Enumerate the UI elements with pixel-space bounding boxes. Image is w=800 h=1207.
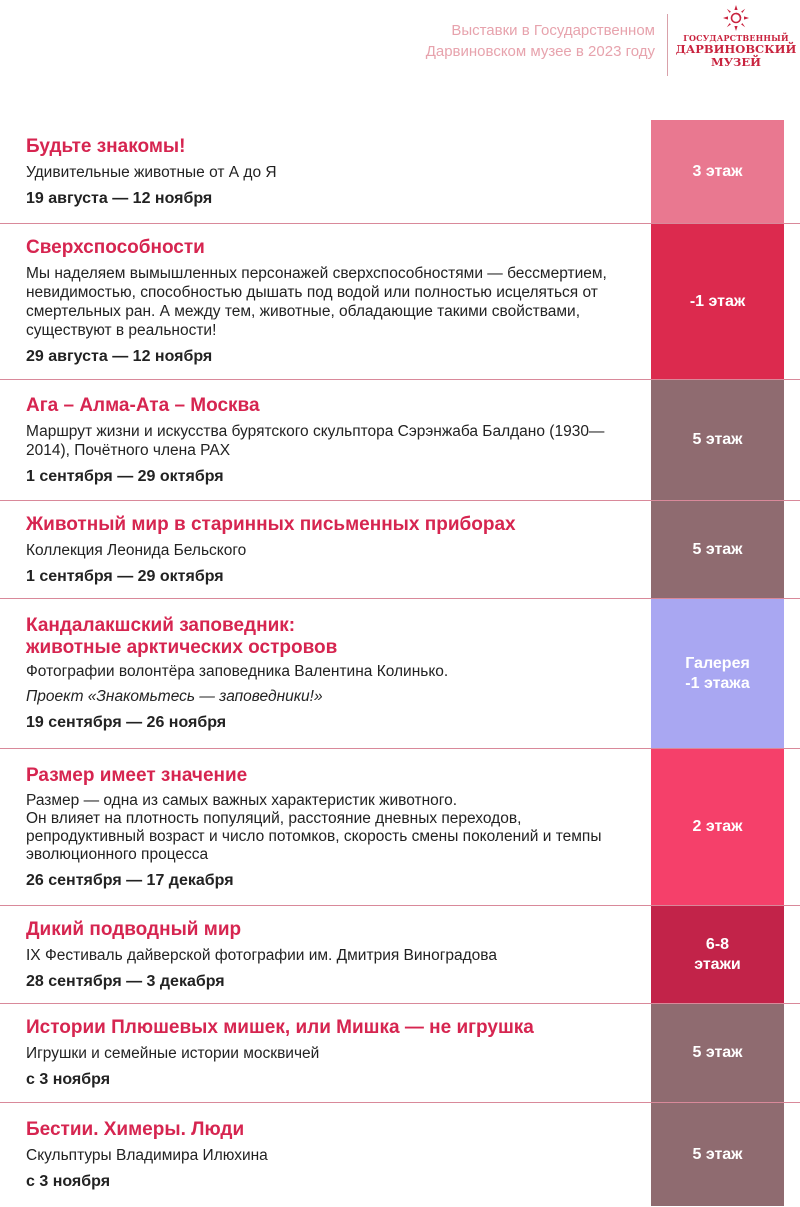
exhibition-description: IX Фестиваль дайверской фотографии им. Дмитрия Виноградова (26, 946, 497, 964)
exhibition-note: Проект «Знакомьтесь — заповедники!» (26, 688, 323, 705)
logo-text-line-1: ГОСУДАРСТВЕННЫЙ (683, 33, 789, 43)
floor-badge (651, 1004, 784, 1102)
exhibition-dates: 1 сентября — 29 октября (26, 567, 224, 585)
exhibition-title: Истории Плюшевых мишек, или Мишка — не игрушка (26, 1017, 534, 1038)
header-divider (667, 14, 668, 76)
floor-badge (651, 224, 784, 379)
exhibition-description: Маршрут жизни и искусства бурятского скульптора Сэрэнжаба Балдано (1930—2014), Почётного члена РАХ (26, 422, 605, 459)
floor-label: 2 этаж (692, 818, 743, 835)
exhibition-dates: с 3 ноября (26, 1071, 111, 1088)
floor-badge (651, 501, 784, 598)
exhibition-title: Кандалакшский заповедник: животные арктических островов (26, 615, 338, 658)
exhibition-title: Бестии. Химеры. Люди (26, 1118, 245, 1140)
page-header (0, 0, 800, 95)
floor-label: 5 этаж (692, 540, 743, 558)
exhibition-row (0, 1004, 800, 1103)
floor-badge (651, 380, 784, 500)
exhibition-title: Сверхспособности (26, 237, 205, 258)
logo-text-line-3: МУЗЕЙ (711, 55, 761, 69)
sun-spiral-logo-icon (722, 4, 750, 32)
floor-label: Галерея -1 этажа (685, 654, 750, 692)
exhibition-description: Коллекция Леонида Бельского (26, 541, 247, 559)
exhibition-row (0, 1103, 800, 1206)
exhibition-row (0, 906, 800, 1004)
exhibition-dates: 29 августа — 12 ноября (26, 348, 213, 365)
exhibition-description: Скульптуры Владимира Илюхина (26, 1146, 268, 1164)
exhibition-description: Размер — одна из самых важных характеристик животного. Он влияет на плотность популяций, расстояние дневных переходов, репродуктивный возраст и число потомков, скорость смены поколений и темпы эволюционного процесса (26, 791, 602, 863)
floor-label: 6-8 этажи (694, 935, 741, 973)
floor-label: -1 этаж (689, 292, 746, 310)
floor-badge (651, 1103, 784, 1206)
exhibition-row (0, 501, 800, 599)
page-title-line-2: Дарвиновском музее в 2023 году (425, 43, 655, 60)
exhibition-dates: 19 августа — 12 ноября (26, 189, 213, 207)
exhibition-title: Размер имеет значение (26, 764, 248, 786)
exhibition-row (0, 120, 800, 224)
floor-label: 5 этаж (692, 431, 743, 448)
exhibition-list (0, 120, 800, 1206)
exhibition-row (0, 599, 800, 749)
exhibition-description: Фотографии волонтёра заповедника Валентина Колинько. (26, 663, 449, 680)
exhibition-row (0, 380, 800, 501)
exhibition-description: Игрушки и семейные истории москвичей (26, 1045, 320, 1062)
floor-badge (651, 906, 784, 1003)
exhibition-dates: 28 сентября — 3 декабря (26, 972, 225, 990)
exhibition-title: Ага – Алма-Ата – Москва (26, 394, 260, 416)
exhibition-title: Будьте знакомы! (26, 135, 186, 157)
exhibition-dates: с 3 ноября (26, 1172, 111, 1190)
exhibition-dates: 1 сентября — 29 октября (26, 467, 224, 485)
floor-label: 5 этаж (692, 1044, 743, 1061)
logo-text-line-2: ДАРВИНОВСКИЙ (675, 42, 797, 56)
floor-badge (651, 120, 784, 223)
page-title-line-1: Выставки в Государственном (451, 22, 655, 39)
page-title (426, 20, 655, 62)
exhibition-row (0, 749, 800, 906)
museum-logo (672, 4, 800, 84)
exhibition-dates: 19 сентября — 26 ноября (26, 714, 227, 731)
floor-label: 3 этаж (692, 162, 743, 180)
exhibition-description: Мы наделяем вымышленных персонажей сверхспособностями — бессмертием, невидимостью, способностью дышать под водой или полностью исцеляться от смертельных ран. А между тем, животные, обладающие такими свойствами, существуют в реальности! (26, 265, 607, 339)
exhibition-dates: 26 сентября — 17 декабря (26, 871, 234, 889)
exhibition-row (0, 224, 800, 380)
exhibition-title: Дикий подводный мир (26, 918, 242, 940)
floor-label: 5 этаж (692, 1145, 743, 1163)
floor-badge (651, 599, 784, 748)
exhibition-title: Животный мир в старинных письменных приборах (26, 513, 516, 535)
floor-badge (651, 749, 784, 905)
exhibition-description: Удивительные животные от А до Я (26, 163, 277, 181)
